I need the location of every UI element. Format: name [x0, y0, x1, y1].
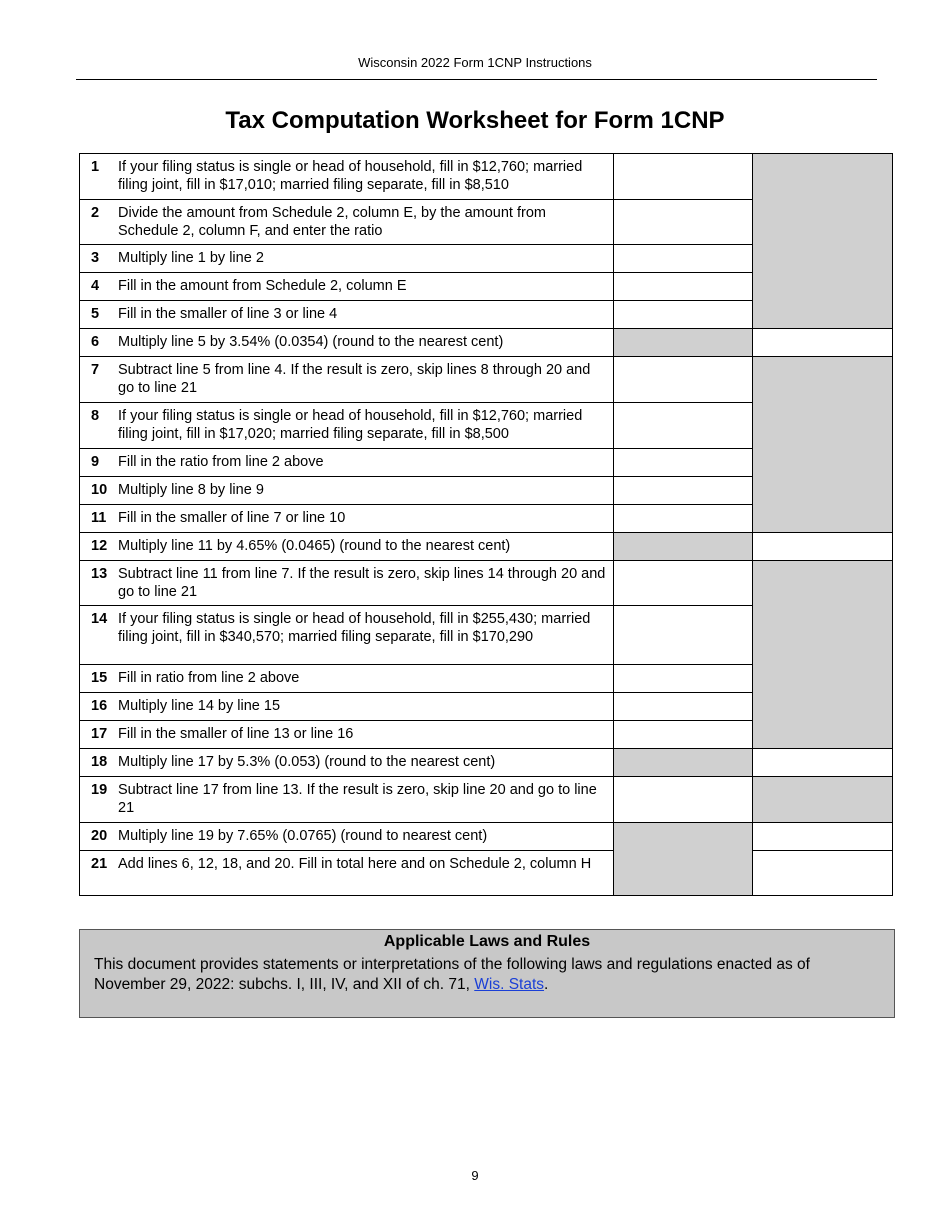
shaded-cell	[753, 357, 893, 533]
line-text: If your filing status is single or head of household, fill in $12,760; married filing joint, fill in $17,020; married filing separate, fill in $8,500	[118, 408, 583, 442]
line-number: 15	[91, 670, 108, 686]
table-row	[80, 154, 893, 200]
line-text: Subtract line 17 from line 13. If the result is zero, skip line 20 and go to line 21	[118, 782, 597, 816]
line-text: If your filing status is single or head of household, fill in $255,430; married filing joint, fill in $340,570; married filing separate, fill in $170,290	[118, 611, 591, 645]
line-description	[80, 477, 614, 505]
table-row	[80, 823, 893, 851]
line-number: 21	[91, 856, 108, 872]
line-text: Multiply line 14 by line 15	[118, 698, 281, 714]
line-text: Multiply line 8 by line 9	[118, 482, 264, 498]
line-description	[80, 301, 614, 329]
line-description	[80, 200, 614, 245]
amount-field-line-7[interactable]	[614, 357, 753, 403]
line-number: 11	[91, 510, 107, 526]
table-row	[80, 329, 893, 357]
line-text: Multiply line 19 by 7.65% (0.0765) (round to nearest cent)	[118, 828, 488, 844]
line-description	[80, 154, 614, 200]
shaded-cell	[614, 823, 753, 896]
line-description	[80, 329, 614, 357]
line-description	[80, 693, 614, 721]
table-row	[80, 533, 893, 561]
line-text: Fill in the smaller of line 13 or line 16	[118, 726, 354, 742]
line-description	[80, 561, 614, 606]
line-description	[80, 505, 614, 533]
line-number: 3	[91, 250, 100, 266]
line-number: 13	[91, 566, 108, 582]
amount-field-line-6[interactable]	[753, 329, 893, 357]
worksheet-table	[79, 153, 893, 896]
table-row	[80, 851, 893, 896]
amount-field-line-8[interactable]	[614, 403, 753, 449]
shaded-cell	[753, 154, 893, 329]
laws-title: Applicable Laws and Rules	[383, 933, 591, 950]
line-number: 7	[91, 362, 100, 378]
amount-field-line-5[interactable]	[614, 301, 753, 329]
line-description	[80, 777, 614, 823]
shaded-cell	[753, 777, 893, 823]
line-number: 12	[91, 538, 108, 554]
line-description	[80, 449, 614, 477]
line-number: 6	[91, 334, 100, 350]
shaded-cell	[753, 561, 893, 749]
line-description	[80, 823, 614, 851]
line-number: 4	[91, 278, 100, 294]
amount-field-line-14[interactable]	[614, 606, 753, 665]
line-number: 18	[91, 754, 108, 770]
worksheet-title: Tax Computation Worksheet for Form 1CNP	[225, 107, 725, 134]
line-text: Fill in ratio from line 2 above	[118, 670, 300, 686]
line-number: 17	[91, 726, 108, 742]
amount-field-line-17[interactable]	[614, 721, 753, 749]
line-description	[80, 245, 614, 273]
line-description	[80, 665, 614, 693]
amount-field-line-13[interactable]	[614, 561, 753, 606]
line-number: 9	[91, 454, 100, 470]
line-description	[80, 357, 614, 403]
line-text: Multiply line 17 by 5.3% (0.053) (round to the nearest cent)	[118, 754, 496, 770]
amount-field-line-2[interactable]	[614, 200, 753, 245]
table-row	[80, 749, 893, 777]
line-text: Fill in the smaller of line 7 or line 10	[118, 510, 346, 526]
shaded-cell	[614, 329, 753, 357]
shaded-cell	[614, 533, 753, 561]
line-description	[80, 749, 614, 777]
line-text: Subtract line 11 from line 7. If the result is zero, skip lines 14 through 20 and go to line 21	[118, 566, 606, 600]
table-row	[80, 561, 893, 606]
line-text: If your filing status is single or head of household, fill in $12,760; married filing joint, fill in $17,010; married filing separate, fill in $8,510	[118, 159, 583, 193]
table-row	[80, 777, 893, 823]
amount-field-line-20[interactable]	[753, 823, 893, 851]
amount-field-line-1[interactable]	[614, 154, 753, 200]
line-text: Add lines 6, 12, 18, and 20. Fill in total here and on Schedule 2, column H	[118, 856, 592, 872]
line-text: Multiply line 5 by 3.54% (0.0354) (round to the nearest cent)	[118, 334, 504, 350]
laws-body	[80, 951, 894, 995]
wis-stats-link[interactable]: Wis. Stats	[474, 976, 545, 993]
line-description	[80, 273, 614, 301]
amount-field-line-18[interactable]	[753, 749, 893, 777]
header-divider	[76, 79, 877, 80]
amount-field-line-21[interactable]	[753, 851, 893, 896]
page-header: Wisconsin 2022 Form 1CNP Instructions	[358, 55, 592, 70]
amount-field-line-9[interactable]	[614, 449, 753, 477]
line-text: Subtract line 5 from line 4. If the result is zero, skip lines 8 through 20 and go to line 21	[118, 362, 591, 396]
amount-field-line-19[interactable]	[614, 777, 753, 823]
line-description	[80, 721, 614, 749]
amount-field-line-12[interactable]	[753, 533, 893, 561]
laws-end: .	[544, 976, 549, 993]
line-description	[80, 851, 614, 896]
line-number: 16	[91, 698, 108, 714]
line-description	[80, 403, 614, 449]
line-number: 2	[91, 205, 100, 221]
amount-field-line-11[interactable]	[614, 505, 753, 533]
line-description	[80, 533, 614, 561]
amount-field-line-4[interactable]	[614, 273, 753, 301]
page-number: 9	[471, 1168, 479, 1183]
line-number: 10	[91, 482, 108, 498]
line-text: Divide the amount from Schedule 2, column E, by the amount from Schedule 2, column F, and enter the ratio	[118, 205, 546, 239]
amount-field-line-10[interactable]	[614, 477, 753, 505]
amount-field-line-3[interactable]	[614, 245, 753, 273]
line-text: Fill in the ratio from line 2 above	[118, 454, 324, 470]
line-text: Multiply line 1 by line 2	[118, 250, 264, 266]
line-number: 19	[91, 782, 108, 798]
shaded-cell	[614, 749, 753, 777]
line-number: 20	[91, 828, 108, 844]
amount-field-line-15[interactable]	[614, 665, 753, 693]
line-number: 5	[91, 306, 100, 322]
line-description	[80, 606, 614, 665]
line-number: 8	[91, 408, 100, 424]
applicable-laws-box	[79, 929, 895, 1018]
laws-text: This document provides statements or interpretations of the following laws and regulations enacted as of November 29, 2022: subchs. I, III, IV, and XII of ch. 71,	[94, 956, 810, 993]
line-number: 14	[91, 611, 108, 627]
line-text: Fill in the smaller of line 3 or line 4	[118, 306, 338, 322]
amount-field-line-16[interactable]	[614, 693, 753, 721]
table-row	[80, 357, 893, 403]
line-text: Multiply line 11 by 4.65% (0.0465) (round to the nearest cent)	[118, 538, 511, 554]
line-number: 1	[91, 159, 100, 175]
line-text: Fill in the amount from Schedule 2, column E	[118, 278, 407, 294]
